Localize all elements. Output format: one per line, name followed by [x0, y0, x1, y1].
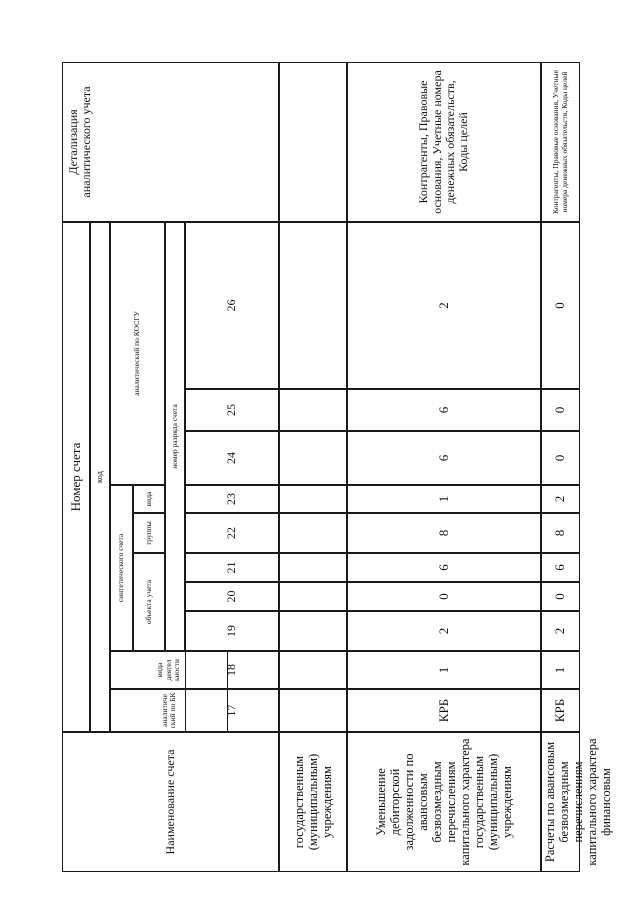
- row-2-cell-26: 0: [541, 222, 580, 389]
- table-rotation-frame: [62, 62, 613, 872]
- header-account-name: Наименование счета: [62, 732, 279, 872]
- digit-24: 24: [185, 431, 279, 485]
- digit-26: 26: [185, 222, 279, 389]
- digit-20: 20: [185, 582, 279, 611]
- row-2-cell-24: 0: [541, 431, 580, 485]
- row-0-detail: [279, 62, 347, 222]
- row-0-cell-25: [279, 389, 347, 431]
- row-1-cell-21: 6: [347, 553, 541, 582]
- row-1-cell-17: КРБ: [347, 689, 541, 732]
- row-0-cell-23: [279, 485, 347, 513]
- header-detail: Детализация аналитического учета: [62, 62, 279, 222]
- row-2-cell-17: КРБ: [541, 689, 580, 732]
- row-0-name: государственным (муниципальным) учреждениям: [279, 732, 347, 872]
- digit-18: 18: [185, 651, 279, 689]
- digit-17: 17: [185, 689, 279, 732]
- digit-22: 22: [185, 513, 279, 553]
- row-2-cell-23: 2: [541, 485, 580, 513]
- header-group: группы: [133, 513, 165, 553]
- header-kind: вида: [133, 485, 165, 513]
- row-0-cell-22: [279, 513, 347, 553]
- header-digit-number: номер разряда счета: [165, 222, 185, 651]
- row-0-cell-19: [279, 611, 347, 651]
- row-2-cell-22: 8: [541, 513, 580, 553]
- row-2-cell-20: 0: [541, 582, 580, 611]
- row-2-name: Расчеты по авансовым безвозмездным перечислениям капитального характера финансовым: [541, 732, 580, 872]
- row-2-cell-25: 0: [541, 389, 580, 431]
- digit-21: 21: [185, 553, 279, 582]
- row-0-cell-24: [279, 431, 347, 485]
- row-1-cell-24: 6: [347, 431, 541, 485]
- header-synthetic: синтетического счета: [110, 485, 133, 651]
- row-1-cell-25: 6: [347, 389, 541, 431]
- header-code: код: [90, 222, 110, 732]
- header-account-object: объекта учета: [133, 553, 165, 651]
- row-2-cell-21: 6: [541, 553, 580, 582]
- digit-23: 23: [185, 485, 279, 513]
- row-1-cell-23: 1: [347, 485, 541, 513]
- digit-19: 19: [185, 611, 279, 651]
- header-account-number: Номер счета: [62, 222, 90, 732]
- row-1-name: Уменьшение дебиторской задолженности по авансовым безвозмездным перечислениям капитального характера государственным (муниципальным) учреждениям: [347, 732, 541, 872]
- digit-25: 25: [185, 389, 279, 431]
- header-activity-type: вида деятел ьности: [110, 651, 228, 689]
- row-2-cell-18: 1: [541, 651, 580, 689]
- header-analytic-bk: аналитиче ский по БК: [110, 689, 228, 732]
- row-1-cell-22: 8: [347, 513, 541, 553]
- header-kosgu: аналитический по КОСГУ: [110, 222, 165, 485]
- row-0-cell-20: [279, 582, 347, 611]
- row-1-detail: Контрагенты, Правовые основания, Учетные номера денежных обязательств, Коды целей: [347, 62, 541, 222]
- row-0-cell-21: [279, 553, 347, 582]
- row-1-cell-18: 1: [347, 651, 541, 689]
- row-0-cell-26: [279, 222, 347, 389]
- accounts-table: [62, 62, 613, 872]
- row-1-cell-26: 2: [347, 222, 541, 389]
- row-2-cell-19: 2: [541, 611, 580, 651]
- row-1-cell-19: 2: [347, 611, 541, 651]
- row-0-cell-17: [279, 689, 347, 732]
- row-1-cell-20: 0: [347, 582, 541, 611]
- row-0-cell-18: [279, 651, 347, 689]
- row-2-detail: Контрагенты, Правовые основания, Учетные номера денежных обязательств, Коды целей: [541, 62, 580, 222]
